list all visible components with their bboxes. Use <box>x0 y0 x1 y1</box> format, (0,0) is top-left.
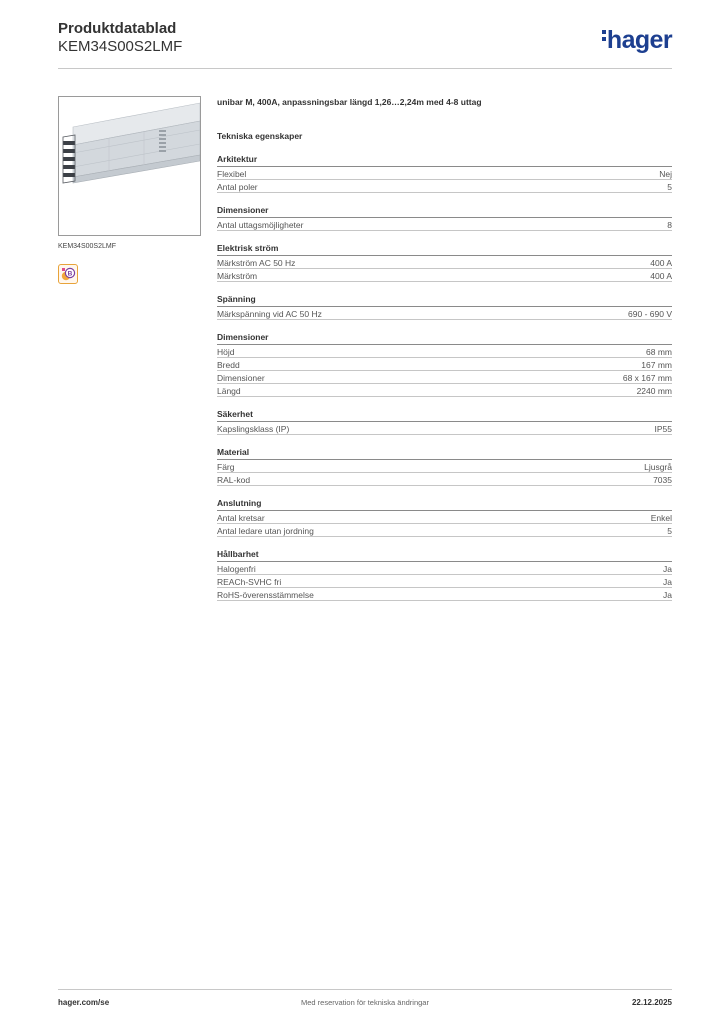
technical-properties-title: Tekniska egenskaper <box>217 131 303 141</box>
property-group-title: Hållbarhet <box>217 549 672 562</box>
property-value: 2240 mm <box>636 386 672 396</box>
logo-text: hager <box>606 26 672 54</box>
product-description: unibar M, 400A, anpassningsbar längd 1,26…2,24m med 4-8 uttag <box>217 97 482 107</box>
document-title: Produktdatablad <box>58 20 177 37</box>
property-row <box>217 473 672 486</box>
property-label: Märkström AC 50 Hz <box>217 258 296 268</box>
property-row <box>217 180 672 193</box>
halogen-free-icon <box>59 265 77 283</box>
property-value: 690 - 690 V <box>628 309 672 319</box>
document-header <box>58 20 182 56</box>
property-value: Nej <box>659 169 672 179</box>
property-label: Dimensioner <box>217 373 265 383</box>
product-content <box>217 96 672 613</box>
property-group <box>217 205 672 231</box>
property-group <box>217 498 672 537</box>
property-value: 68 x 167 mm <box>622 373 672 383</box>
property-row <box>217 460 672 473</box>
property-group-title: Säkerhet <box>217 409 672 422</box>
property-group-title: Spänning <box>217 294 672 307</box>
property-value: 8 <box>667 220 672 230</box>
property-group-title: Elektrisk ström <box>217 243 672 256</box>
property-group <box>217 294 672 320</box>
property-group-title: Arkitektur <box>217 154 672 167</box>
property-label: Höjd <box>217 347 235 357</box>
property-label: Antal kretsar <box>217 513 265 523</box>
property-group <box>217 243 672 282</box>
image-caption: KEM34S00S2LMF <box>58 243 116 250</box>
busbar-illustration-icon <box>59 97 200 235</box>
property-group-title: Dimensioner <box>217 205 672 218</box>
header-divider <box>58 68 672 69</box>
property-row <box>217 345 672 358</box>
hager-logo <box>602 26 672 55</box>
property-label: Längd <box>217 386 241 396</box>
property-value: 68 mm <box>646 347 672 357</box>
property-row <box>217 358 672 371</box>
product-code: KEM34S00S2LMF <box>58 38 183 55</box>
property-value: 5 <box>667 526 672 536</box>
property-row <box>217 269 672 282</box>
footer-divider <box>58 989 672 990</box>
property-label: Märkström <box>217 271 258 281</box>
property-groups <box>217 154 672 601</box>
property-label: Antal poler <box>217 182 258 192</box>
property-group <box>217 447 672 486</box>
property-value: Ja <box>663 590 672 600</box>
property-value: Enkel <box>650 513 672 523</box>
product-image <box>58 96 201 236</box>
property-label: Kapslingsklass (IP) <box>217 424 290 434</box>
property-group <box>217 332 672 397</box>
property-label: RoHS-överensstämmelse <box>217 590 314 600</box>
property-row <box>217 384 672 397</box>
footer-website-link[interactable]: hager.com/se <box>58 998 110 1007</box>
property-value: 7035 <box>653 475 672 485</box>
property-group <box>217 154 672 193</box>
property-label: RAL-kod <box>217 475 251 485</box>
property-row <box>217 575 672 588</box>
property-value: IP55 <box>654 424 672 434</box>
property-value: Ljusgrå <box>644 462 672 472</box>
property-row <box>217 588 672 601</box>
svg-text:B: B <box>67 270 73 278</box>
footer-disclaimer: Med reservation för tekniska ändringar <box>301 998 429 1007</box>
property-row <box>217 256 672 269</box>
property-label: Färg <box>217 462 235 472</box>
property-label: Bredd <box>217 360 240 370</box>
property-label: Antal ledare utan jordning <box>217 526 314 536</box>
footer-date: 22.12.2025 <box>631 998 672 1007</box>
halogen-free-badge-icon <box>58 264 78 284</box>
property-group-title: Anslutning <box>217 498 672 511</box>
property-label: Märkspänning vid AC 50 Hz <box>217 309 322 319</box>
property-row <box>217 511 672 524</box>
property-label: Halogenfri <box>217 564 256 574</box>
property-value: 400 A <box>650 258 672 268</box>
property-row <box>217 218 672 231</box>
property-label: Antal uttagsmöjligheter <box>217 220 304 230</box>
property-value: 5 <box>667 182 672 192</box>
property-group-title: Dimensioner <box>217 332 672 345</box>
property-value: 167 mm <box>641 360 672 370</box>
property-group <box>217 409 672 435</box>
property-row <box>217 167 672 180</box>
property-value: Ja <box>663 577 672 587</box>
property-row <box>217 524 672 537</box>
property-row <box>217 422 672 435</box>
property-value: 400 A <box>650 271 672 281</box>
property-value: Ja <box>663 564 672 574</box>
property-group-title: Material <box>217 447 672 460</box>
logo-dots-icon <box>602 27 606 44</box>
property-row <box>217 307 672 320</box>
property-row <box>217 562 672 575</box>
property-label: Flexibel <box>217 169 247 179</box>
property-label: REACh-SVHC fri <box>217 577 282 587</box>
property-row <box>217 371 672 384</box>
property-group <box>217 549 672 601</box>
